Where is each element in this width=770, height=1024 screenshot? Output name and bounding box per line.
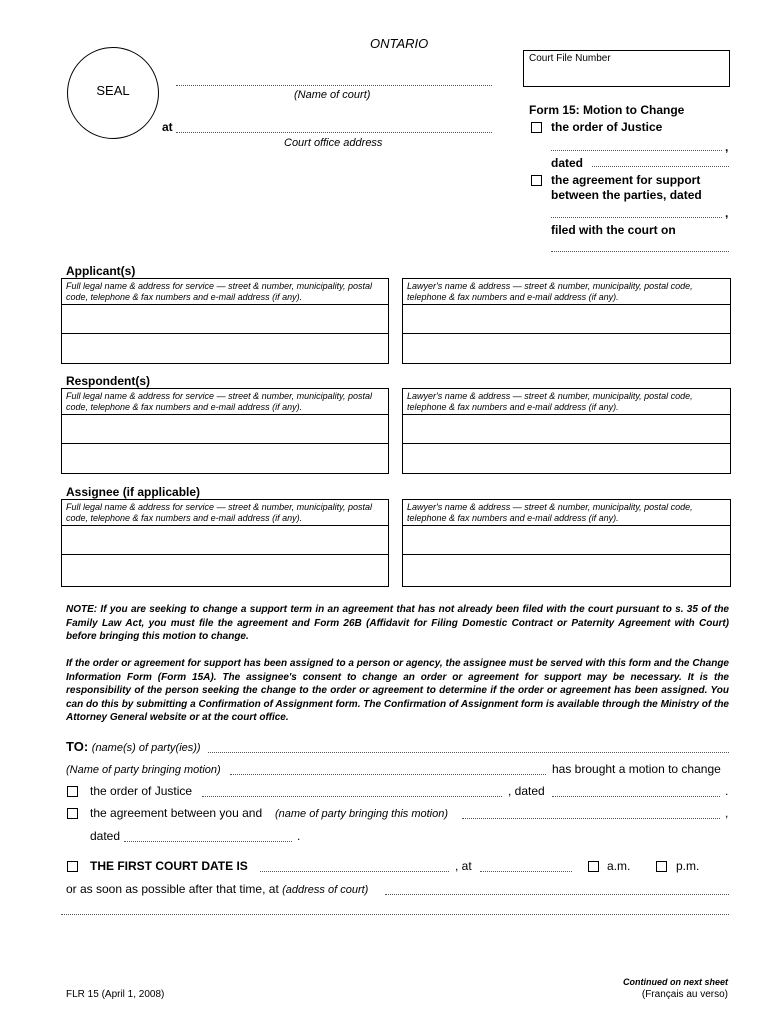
comma: ,: [725, 206, 729, 220]
to-parties-line[interactable]: [208, 752, 729, 753]
comma-dated: , dated: [508, 784, 545, 798]
applicant-lawyer-header: Lawyer's name & address — street & number, municipality, postal code, telephone & fax numbers and e-mail address (if any).: [403, 279, 730, 305]
order-date-line[interactable]: [592, 166, 729, 167]
applicant-party-row[interactable]: [62, 334, 388, 363]
order-option-label: the order of Justice: [551, 120, 663, 134]
order-dated-label: dated: [551, 156, 584, 170]
agreement-party-line[interactable]: [462, 818, 720, 819]
order-dated-line[interactable]: [552, 796, 720, 797]
name-of-court-line[interactable]: [176, 85, 492, 86]
am-checkbox[interactable]: [588, 861, 599, 872]
agreement-date-line[interactable]: [551, 217, 722, 218]
assignee-party-row[interactable]: [62, 526, 388, 555]
agreement-option-line2: between the parties, dated: [551, 188, 702, 202]
period: .: [725, 784, 729, 798]
address-hint: (address of court): [282, 884, 369, 896]
agreement-party-hint: (name of party bringing this motion): [275, 808, 449, 820]
to-hint: (name(s) of party(ies)): [91, 742, 201, 754]
assignee-party-box: [61, 499, 389, 587]
respondent-lawyer-header: Lawyer's name & address — street & number, municipality, postal code, telephone & fax numbers and e-mail address (if any).: [403, 389, 730, 415]
party-bringing-label: (Name of party bringing motion): [66, 764, 221, 776]
court-file-number-label: Court File Number: [529, 53, 611, 64]
comma-at: , at: [455, 859, 472, 873]
applicant-lawyer-row[interactable]: [403, 334, 730, 363]
at-label: at: [162, 120, 173, 134]
court-time-line[interactable]: [480, 871, 572, 872]
assignee-party-header: Full legal name & address for service — street & number, municipality, postal code, telephone & fax numbers and e-mail address (if any).: [62, 500, 388, 526]
court-address-line[interactable]: [176, 132, 492, 133]
justice-name-line[interactable]: [551, 150, 722, 151]
applicant-party-row[interactable]: [62, 305, 388, 334]
province-title: ONTARIO: [370, 36, 429, 51]
applicant-party-box: [61, 278, 389, 364]
french-label: (Français au verso): [641, 989, 728, 1000]
respondent-party-row[interactable]: [62, 415, 388, 444]
order-of-justice-label: the order of Justice: [90, 784, 193, 798]
order-of-justice-checkbox[interactable]: [67, 786, 78, 797]
assignee-lawyer-box: [402, 499, 731, 587]
respondent-party-row[interactable]: [62, 444, 388, 473]
first-court-date-label: THE FIRST COURT DATE IS: [90, 859, 248, 873]
agreement-between-checkbox[interactable]: [67, 808, 78, 819]
agreement-option-line1: the agreement for support: [551, 173, 701, 187]
first-court-date-checkbox[interactable]: [67, 861, 78, 872]
note-filing-agreement: NOTE: If you are seeking to change a support term in an agreement that has not already been filed with the court pursuant to s. 35 of the Family Law Act, you must file the agreement and Form 26B (Affidavit for Filing Domestic Contract or Paternity Agreement with Court) before bringing this motion to change.: [66, 604, 729, 642]
name-of-court-label: (Name of court): [294, 89, 371, 101]
filed-with-court-label: filed with the court on: [551, 223, 676, 237]
period: .: [297, 829, 301, 843]
applicants-heading: Applicant(s): [66, 264, 136, 278]
assignee-lawyer-row[interactable]: [403, 526, 730, 555]
applicant-lawyer-row[interactable]: [403, 305, 730, 334]
court-file-number-field[interactable]: [523, 50, 730, 87]
filed-date-line[interactable]: [551, 251, 729, 252]
extra-address-line[interactable]: [61, 914, 729, 915]
agreement-dated-line[interactable]: [124, 841, 292, 842]
assignee-heading: Assignee (if applicable): [66, 485, 201, 499]
pm-checkbox[interactable]: [656, 861, 667, 872]
order-checkbox[interactable]: [531, 122, 542, 133]
assignee-lawyer-row[interactable]: [403, 555, 730, 584]
has-brought-text: has brought a motion to change: [552, 762, 721, 776]
respondent-lawyer-box: [402, 388, 731, 474]
court-address-line-2[interactable]: [385, 894, 729, 895]
to-label: TO:: [66, 739, 89, 754]
am-label: a.m.: [607, 859, 631, 873]
agreement-checkbox[interactable]: [531, 175, 542, 186]
agreement-between-label: the agreement between you and: [90, 806, 263, 820]
pm-label: p.m.: [676, 859, 700, 873]
respondents-heading: Respondent(s): [66, 374, 150, 388]
dated-label: dated: [90, 829, 121, 843]
or-as-soon-label: or as soon as possible after that time, at: [66, 882, 279, 896]
seal-circle: [67, 47, 159, 139]
respondent-lawyer-row[interactable]: [403, 444, 730, 473]
respondent-party-box: [61, 388, 389, 474]
justice-line[interactable]: [202, 796, 502, 797]
party-bringing-line[interactable]: [230, 774, 546, 775]
form-id: FLR 15 (April 1, 2008): [66, 989, 165, 1000]
seal-label: SEAL: [96, 83, 130, 98]
court-office-address-label: Court office address: [284, 137, 383, 149]
respondent-party-header: Full legal name & address for service — street & number, municipality, postal code, telephone & fax numbers and e-mail address (if any).: [62, 389, 388, 415]
form-title: Form 15: Motion to Change: [529, 103, 685, 117]
comma: ,: [725, 806, 729, 820]
respondent-lawyer-row[interactable]: [403, 415, 730, 444]
note-assignment: If the order or agreement for support has been assigned to a person or agency, the assignee must be served with this form and the Change Information Form (Form 15A). The assignee's consent to change an order or agreement for support may be necessary. It is the responsibility of the person seeking the change to the order or agreement to determine if the order or agreement has been assigned. You can do this by submitting a Confirmation of Assignment form. The Confirmation of Assignment form is available through the Ministry of the Attorney General website or at the court office.: [66, 658, 729, 723]
assignee-party-row[interactable]: [62, 555, 388, 584]
comma: ,: [725, 140, 729, 154]
applicant-lawyer-box: [402, 278, 731, 364]
continued-label: Continued on next sheet: [622, 977, 728, 987]
applicant-party-header: Full legal name & address for service — street & number, municipality, postal code, telephone & fax numbers and e-mail address (if any).: [62, 279, 388, 305]
court-date-line[interactable]: [260, 871, 449, 872]
assignee-lawyer-header: Lawyer's name & address — street & number, municipality, postal code, telephone & fax numbers and e-mail address (if any).: [403, 500, 730, 526]
